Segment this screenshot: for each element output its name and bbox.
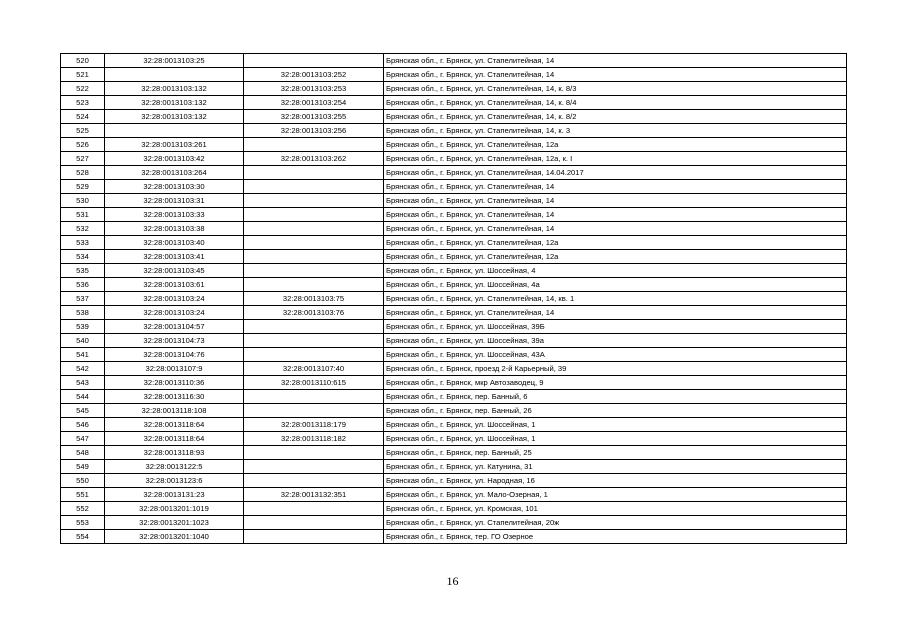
cadastral-number-parcel: 32:28:0013118:93 [105, 446, 244, 460]
row-number: 526 [61, 138, 105, 152]
cadastral-number-parcel: 32:28:0013103:38 [105, 222, 244, 236]
cadastral-number-building: 32:28:0013103:255 [244, 110, 384, 124]
cadastral-number-parcel: 32:28:0013103:31 [105, 194, 244, 208]
cadastral-number-parcel: 32:28:0013103:24 [105, 292, 244, 306]
cadastral-number-building: 32:28:0013118:179 [244, 418, 384, 432]
row-number: 520 [61, 54, 105, 68]
cadastral-number-building [244, 54, 384, 68]
cadastral-number-building [244, 180, 384, 194]
cadastral-number-building [244, 250, 384, 264]
address: Брянская обл., г. Брянск, ул. Стапелитейная, 12а [384, 236, 847, 250]
table-row [61, 236, 847, 250]
row-number: 522 [61, 82, 105, 96]
table-row [61, 432, 847, 446]
cadastral-number-parcel: 32:28:0013104:73 [105, 334, 244, 348]
address: Брянская обл., г. Брянск, пер. Банный, 26 [384, 404, 847, 418]
row-number: 552 [61, 502, 105, 516]
address: Брянская обл., г. Брянск, ул. Стапелитейная, 12а [384, 250, 847, 264]
row-number: 524 [61, 110, 105, 124]
table-row [61, 54, 847, 68]
address: Брянская обл., г. Брянск, ул. Катунина, 31 [384, 460, 847, 474]
address: Брянская обл., г. Брянск, ул. Шоссейная, 39Б [384, 320, 847, 334]
row-number: 551 [61, 488, 105, 502]
address: Брянская обл., г. Брянск, ул. Стапелитейная, 14 [384, 194, 847, 208]
cadastral-number-building: 32:28:0013103:252 [244, 68, 384, 82]
cadastral-number-parcel: 32:28:0013103:30 [105, 180, 244, 194]
address: Брянская обл., г. Брянск, ул. Стапелитейная, 12а, к. I [384, 152, 847, 166]
table-row [61, 264, 847, 278]
cadastral-number-building [244, 390, 384, 404]
table-body [61, 54, 847, 544]
table-row [61, 250, 847, 264]
table-row [61, 376, 847, 390]
row-number: 529 [61, 180, 105, 194]
cadastral-number-parcel: 32:28:0013103:61 [105, 278, 244, 292]
cadastral-number-building [244, 208, 384, 222]
row-number: 549 [61, 460, 105, 474]
row-number: 527 [61, 152, 105, 166]
cadastral-number-building [244, 320, 384, 334]
address: Брянская обл., г. Брянск, ул. Стапелитейная, 14, к. 8/4 [384, 96, 847, 110]
table-row [61, 180, 847, 194]
address: Брянская обл., г. Брянск, ул. Стапелитейная, 14.04.2017 [384, 166, 847, 180]
table-row [61, 152, 847, 166]
table-row [61, 166, 847, 180]
cadastral-number-parcel: 32:28:0013201:1019 [105, 502, 244, 516]
cadastral-number-building [244, 222, 384, 236]
cadastral-number-building [244, 460, 384, 474]
cadastral-number-parcel: 32:28:0013123:6 [105, 474, 244, 488]
table-row [61, 530, 847, 544]
table-row [61, 124, 847, 138]
table-row [61, 474, 847, 488]
cadastral-number-parcel: 32:28:0013118:64 [105, 418, 244, 432]
cadastral-table [60, 53, 847, 544]
cadastral-number-building [244, 530, 384, 544]
table-row [61, 488, 847, 502]
row-number: 554 [61, 530, 105, 544]
table-row [61, 82, 847, 96]
cadastral-number-parcel: 32:28:0013201:1023 [105, 516, 244, 530]
cadastral-number-building: 32:28:0013110:615 [244, 376, 384, 390]
address: Брянская обл., г. Брянск, мкр Автозаводец, 9 [384, 376, 847, 390]
cadastral-number-building: 32:28:0013103:254 [244, 96, 384, 110]
table-row [61, 278, 847, 292]
cadastral-number-building [244, 236, 384, 250]
cadastral-number-parcel: 32:28:0013103:41 [105, 250, 244, 264]
row-number: 521 [61, 68, 105, 82]
row-number: 550 [61, 474, 105, 488]
cadastral-number-parcel: 32:28:0013103:25 [105, 54, 244, 68]
cadastral-number-building [244, 516, 384, 530]
address: Брянская обл., г. Брянск, ул. Стапелитейная, 14 [384, 306, 847, 320]
address: Брянская обл., г. Брянск, ул. Шоссейная, 1 [384, 418, 847, 432]
row-number: 544 [61, 390, 105, 404]
row-number: 553 [61, 516, 105, 530]
row-number: 539 [61, 320, 105, 334]
address: Брянская обл., г. Брянск, ул. Стапелитейная, 14 [384, 180, 847, 194]
address: Брянская обл., г. Брянск, ул. Стапелитейная, 14, к. 8/2 [384, 110, 847, 124]
address: Брянская обл., г. Брянск, ул. Кромская, 101 [384, 502, 847, 516]
row-number: 537 [61, 292, 105, 306]
table-row [61, 222, 847, 236]
cadastral-number-parcel: 32:28:0013110:36 [105, 376, 244, 390]
row-number: 528 [61, 166, 105, 180]
table-row [61, 208, 847, 222]
cadastral-number-building [244, 446, 384, 460]
table-row [61, 418, 847, 432]
page-number: 16 [446, 574, 459, 588]
row-number: 532 [61, 222, 105, 236]
row-number: 530 [61, 194, 105, 208]
address: Брянская обл., г. Брянск, ул. Мало-Озерная, 1 [384, 488, 847, 502]
cadastral-number-parcel: 32:28:0013103:261 [105, 138, 244, 152]
row-number: 542 [61, 362, 105, 376]
row-number: 533 [61, 236, 105, 250]
cadastral-number-parcel: 32:28:0013104:57 [105, 320, 244, 334]
cadastral-number-building: 32:28:0013103:256 [244, 124, 384, 138]
address: Брянская обл., г. Брянск, ул. Шоссейная, 1 [384, 432, 847, 446]
address: Брянская обл., г. Брянск, ул. Шоссейная, 43А [384, 348, 847, 362]
cadastral-number-parcel: 32:28:0013107:9 [105, 362, 244, 376]
cadastral-number-building: 32:28:0013103:253 [244, 82, 384, 96]
row-number: 531 [61, 208, 105, 222]
table-row [61, 194, 847, 208]
cadastral-number-parcel: 32:28:0013103:132 [105, 110, 244, 124]
cadastral-number-parcel: 32:28:0013103:264 [105, 166, 244, 180]
table-row [61, 292, 847, 306]
row-number: 545 [61, 404, 105, 418]
cadastral-number-parcel: 32:28:0013118:64 [105, 432, 244, 446]
cadastral-number-building [244, 348, 384, 362]
table-row [61, 306, 847, 320]
cadastral-number-parcel: 32:28:0013122:5 [105, 460, 244, 474]
address: Брянская обл., г. Брянск, ул. Стапелитейная, 14, к. 3 [384, 124, 847, 138]
row-number: 534 [61, 250, 105, 264]
cadastral-number-building: 32:28:0013107:40 [244, 362, 384, 376]
cadastral-number-parcel [105, 124, 244, 138]
cadastral-number-building: 32:28:0013132:351 [244, 488, 384, 502]
address: Брянская обл., г. Брянск, ул. Стапелитейная, 14 [384, 208, 847, 222]
cadastral-number-parcel: 32:28:0013103:132 [105, 96, 244, 110]
cadastral-number-building [244, 404, 384, 418]
cadastral-number-parcel [105, 68, 244, 82]
row-number: 543 [61, 376, 105, 390]
row-number: 525 [61, 124, 105, 138]
cadastral-number-parcel: 32:28:0013131:23 [105, 488, 244, 502]
row-number: 523 [61, 96, 105, 110]
cadastral-number-parcel: 32:28:0013103:132 [105, 82, 244, 96]
row-number: 546 [61, 418, 105, 432]
table-row [61, 390, 847, 404]
address: Брянская обл., г. Брянск, ул. Стапелитейная, 14, к. 8/3 [384, 82, 847, 96]
cadastral-number-building [244, 138, 384, 152]
cadastral-number-parcel: 32:28:0013116:30 [105, 390, 244, 404]
address: Брянская обл., г. Брянск, ул. Стапелитейная, 14 [384, 68, 847, 82]
address: Брянская обл., г. Брянск, ул. Стапелитейная, 14 [384, 222, 847, 236]
cadastral-number-building: 32:28:0013103:76 [244, 306, 384, 320]
cadastral-number-building [244, 334, 384, 348]
row-number: 538 [61, 306, 105, 320]
address: Брянская обл., г. Брянск, ул. Народная, 16 [384, 474, 847, 488]
row-number: 540 [61, 334, 105, 348]
cadastral-number-parcel: 32:28:0013103:40 [105, 236, 244, 250]
cadastral-number-parcel: 32:28:0013118:108 [105, 404, 244, 418]
cadastral-number-parcel: 32:28:0013103:24 [105, 306, 244, 320]
table-row [61, 460, 847, 474]
table-row [61, 362, 847, 376]
table-row [61, 348, 847, 362]
table-row [61, 404, 847, 418]
address: Брянская обл., г. Брянск, пер. Банный, 25 [384, 446, 847, 460]
cadastral-number-parcel: 32:28:0013104:76 [105, 348, 244, 362]
address: Брянская обл., г. Брянск, ул. Стапелитейная, 12а [384, 138, 847, 152]
address: Брянская обл., г. Брянск, ул. Шоссейная, 4а [384, 278, 847, 292]
row-number: 541 [61, 348, 105, 362]
row-number: 547 [61, 432, 105, 446]
cadastral-number-building [244, 166, 384, 180]
cadastral-number-parcel: 32:28:0013103:33 [105, 208, 244, 222]
cadastral-number-building: 32:28:0013118:182 [244, 432, 384, 446]
address: Брянская обл., г. Брянск, пер. Банный, 6 [384, 390, 847, 404]
address: Брянская обл., г. Брянск, проезд 2-й Карьерный, 39 [384, 362, 847, 376]
address: Брянская обл., г. Брянск, тер. ГО Озерное [384, 530, 847, 544]
cadastral-number-building: 32:28:0013103:75 [244, 292, 384, 306]
address: Брянская обл., г. Брянск, ул. Стапелитейная, 20ж [384, 516, 847, 530]
table-row [61, 96, 847, 110]
cadastral-number-building [244, 264, 384, 278]
cadastral-number-building [244, 194, 384, 208]
address: Брянская обл., г. Брянск, ул. Стапелитейная, 14, кв. 1 [384, 292, 847, 306]
table-row [61, 446, 847, 460]
cadastral-number-building: 32:28:0013103:262 [244, 152, 384, 166]
address: Брянская обл., г. Брянск, ул. Шоссейная, 39а [384, 334, 847, 348]
cadastral-number-building [244, 278, 384, 292]
table-row [61, 68, 847, 82]
table-row [61, 502, 847, 516]
cadastral-number-parcel: 32:28:0013103:45 [105, 264, 244, 278]
cadastral-number-parcel: 32:28:0013201:1040 [105, 530, 244, 544]
row-number: 536 [61, 278, 105, 292]
address: Брянская обл., г. Брянск, ул. Шоссейная, 4 [384, 264, 847, 278]
table-row [61, 110, 847, 124]
table-row [61, 516, 847, 530]
row-number: 535 [61, 264, 105, 278]
address: Брянская обл., г. Брянск, ул. Стапелитейная, 14 [384, 54, 847, 68]
table-row [61, 334, 847, 348]
table-row [61, 320, 847, 334]
cadastral-number-building [244, 502, 384, 516]
cadastral-number-building [244, 474, 384, 488]
table-row [61, 138, 847, 152]
row-number: 548 [61, 446, 105, 460]
cadastral-number-parcel: 32:28:0013103:42 [105, 152, 244, 166]
